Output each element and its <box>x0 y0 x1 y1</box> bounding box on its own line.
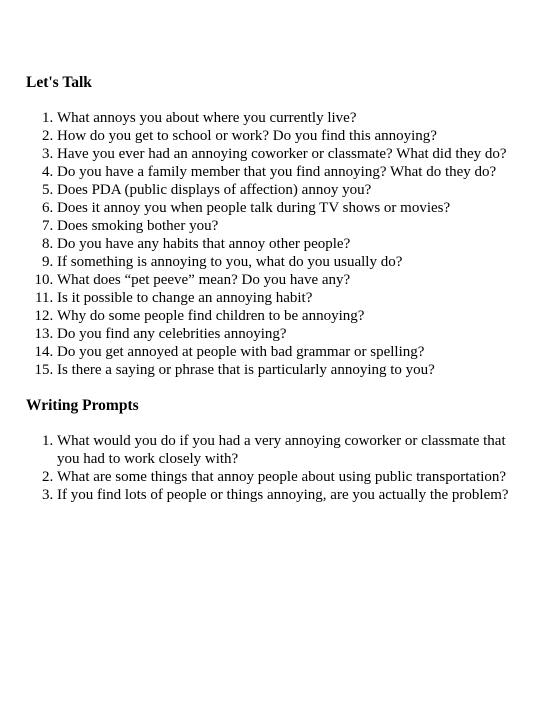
list-item: 1. What would you do if you had a very annoying coworker or classmate that you had to work closely with? <box>57 432 516 468</box>
list-item: 9. If something is annoying to you, what do you usually do? <box>57 253 516 271</box>
list-item: 7. Does smoking bother you? <box>57 217 516 235</box>
lets-talk-question-list <box>26 109 516 379</box>
section-heading-lets-talk: Let's Talk <box>26 74 92 91</box>
list-item: 4. Do you have a family member that you find annoying? What do they do? <box>57 163 516 181</box>
list-item: 6. Does it annoy you when people talk during TV shows or movies? <box>57 199 516 217</box>
list-item: 3. If you find lots of people or things annoying, are you actually the problem? <box>57 486 516 504</box>
list-item: 11. Is it possible to change an annoying habit? <box>57 289 516 307</box>
list-item: 14. Do you get annoyed at people with bad grammar or spelling? <box>57 343 516 361</box>
list-item: 13. Do you find any celebrities annoying? <box>57 325 516 343</box>
list-item: 12. Why do some people find children to be annoying? <box>57 307 516 325</box>
list-item: 1. What annoys you about where you currently live? <box>57 109 516 127</box>
list-item: 8. Do you have any habits that annoy other people? <box>57 235 516 253</box>
writing-prompts-list <box>26 432 516 504</box>
list-item: 2. What are some things that annoy people about using public transportation? <box>57 468 516 486</box>
list-item: 15. Is there a saying or phrase that is particularly annoying to you? <box>57 361 516 379</box>
list-item: 2. How do you get to school or work? Do you find this annoying? <box>57 127 516 145</box>
list-item: 5. Does PDA (public displays of affection) annoy you? <box>57 181 516 199</box>
list-item: 10. What does “pet peeve” mean? Do you have any? <box>57 271 516 289</box>
section-heading-writing-prompts: Writing Prompts <box>26 397 139 414</box>
list-item: 3. Have you ever had an annoying coworker or classmate? What did they do? <box>57 145 516 163</box>
